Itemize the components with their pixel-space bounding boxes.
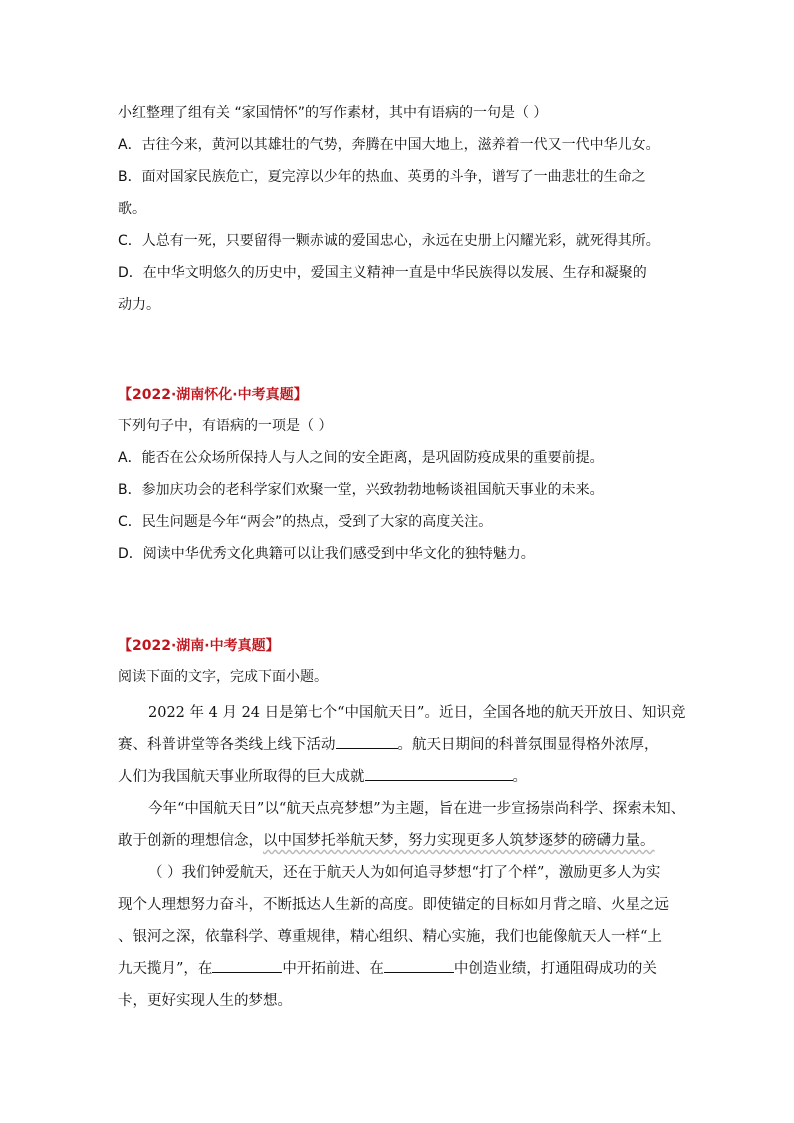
question-stem: 小红整理了组有关 “家国情怀”的写作素材，其中有语病的一句是（ ）	[118, 105, 548, 121]
option-a: A．能否在公众场所保持人与人之间的安全距离，是巩固防疫成果的重要前提。	[118, 450, 604, 466]
passage-text: 赛、科普讲堂等各类线上线下活动	[118, 737, 336, 753]
option-b: B．参加庆功会的老科学家们欢聚一堂，兴致勃勃地畅谈祖国航天事业的未来。	[118, 482, 604, 498]
passage-line	[118, 729, 678, 761]
passage-line	[118, 761, 678, 793]
option-a: A．古往今来，黄河以其雄壮的气势，奔腾在中国大地上，滋养着一代又一代中华儿女。	[118, 137, 660, 153]
question-source-tag: 【2022·湖南怀化·中考真题】	[118, 387, 308, 403]
passage-line: 今年“中国航天日”以“航天点亮梦想”为主题，旨在进一步宣扬崇尚科学、探索未知、	[148, 801, 686, 817]
passage-text: 敢于创新的理想信念，	[118, 833, 263, 849]
passage-line: （ ）我们钟爱航天，还在于航天人为如何追寻梦想“打了个样”，激励更多人为实	[148, 865, 661, 881]
option-c: C．民生问题是今年“两会”的热点，受到了大家的高度关注。	[118, 514, 493, 530]
reading-passage	[118, 697, 686, 1017]
passage-line: 卡，更好实现人生的梦想。	[118, 993, 292, 1009]
passage-text: 九天揽月”，在	[118, 961, 213, 977]
passage-line: 、银河之深，依靠科学、尊重规律，精心组织、精心实施，我们也能像航天人一样“上	[118, 929, 662, 945]
underlined-sentence: 以中国梦托举航天梦，努力实现更多人筑梦逐梦的磅礴力量。	[263, 833, 655, 849]
option-d: D．阅读中华优秀文化典籍可以让我们感受到中华文化的独特魅力。	[118, 546, 535, 562]
answer-blank	[384, 958, 454, 973]
passage-text: 。	[512, 769, 527, 785]
question-1	[118, 97, 678, 321]
passage-text: 人们为我国航天事业所取得的巨大成就	[118, 769, 365, 785]
question-2	[118, 380, 678, 570]
answer-blank	[365, 766, 513, 781]
passage-text: 中开拓前进、在	[282, 961, 384, 977]
question-stem: 下列句子中，有语病的一项是（ ）	[118, 418, 333, 434]
passage-line: 2022 年 4 月 24 日是第七个“中国航天日”。近日，全国各地的航天开放日、知识竞	[148, 705, 686, 721]
option-d-continued: 动力。	[118, 297, 160, 313]
passage-line: 现个人理想努力奋斗，不断抵达人生新的高度。即使锚定的目标如月背之暗、火星之远	[118, 897, 669, 913]
option-d: D．在中华文明悠久的历史中，爱国主义精神一直是中华民族得以发展、生存和凝聚的	[118, 265, 647, 281]
option-c: C．人总有一死，只要留得一颗赤诚的爱国忠心，永远在史册上闪耀光彩，就死得其所。	[118, 233, 660, 249]
passage-line	[118, 953, 678, 985]
reading-instruction: 阅读下面的文字，完成下面小题。	[118, 669, 328, 685]
passage-line	[118, 825, 678, 857]
answer-blank	[336, 734, 398, 749]
option-b: B．面对国家民族危亡，夏完淳以少年的热血、英勇的斗争，谱写了一曲悲壮的生命之	[118, 169, 646, 185]
option-b-continued: 歌。	[118, 201, 146, 217]
answer-blank	[212, 958, 282, 973]
question-3	[118, 631, 686, 1017]
passage-text: 中创造业绩，打通阻碍成功的关	[453, 961, 657, 977]
question-source-tag: 【2022·湖南·中考真题】	[118, 638, 280, 654]
passage-text: 。航天日期间的科普氛围显得格外浓厚，	[397, 737, 659, 753]
